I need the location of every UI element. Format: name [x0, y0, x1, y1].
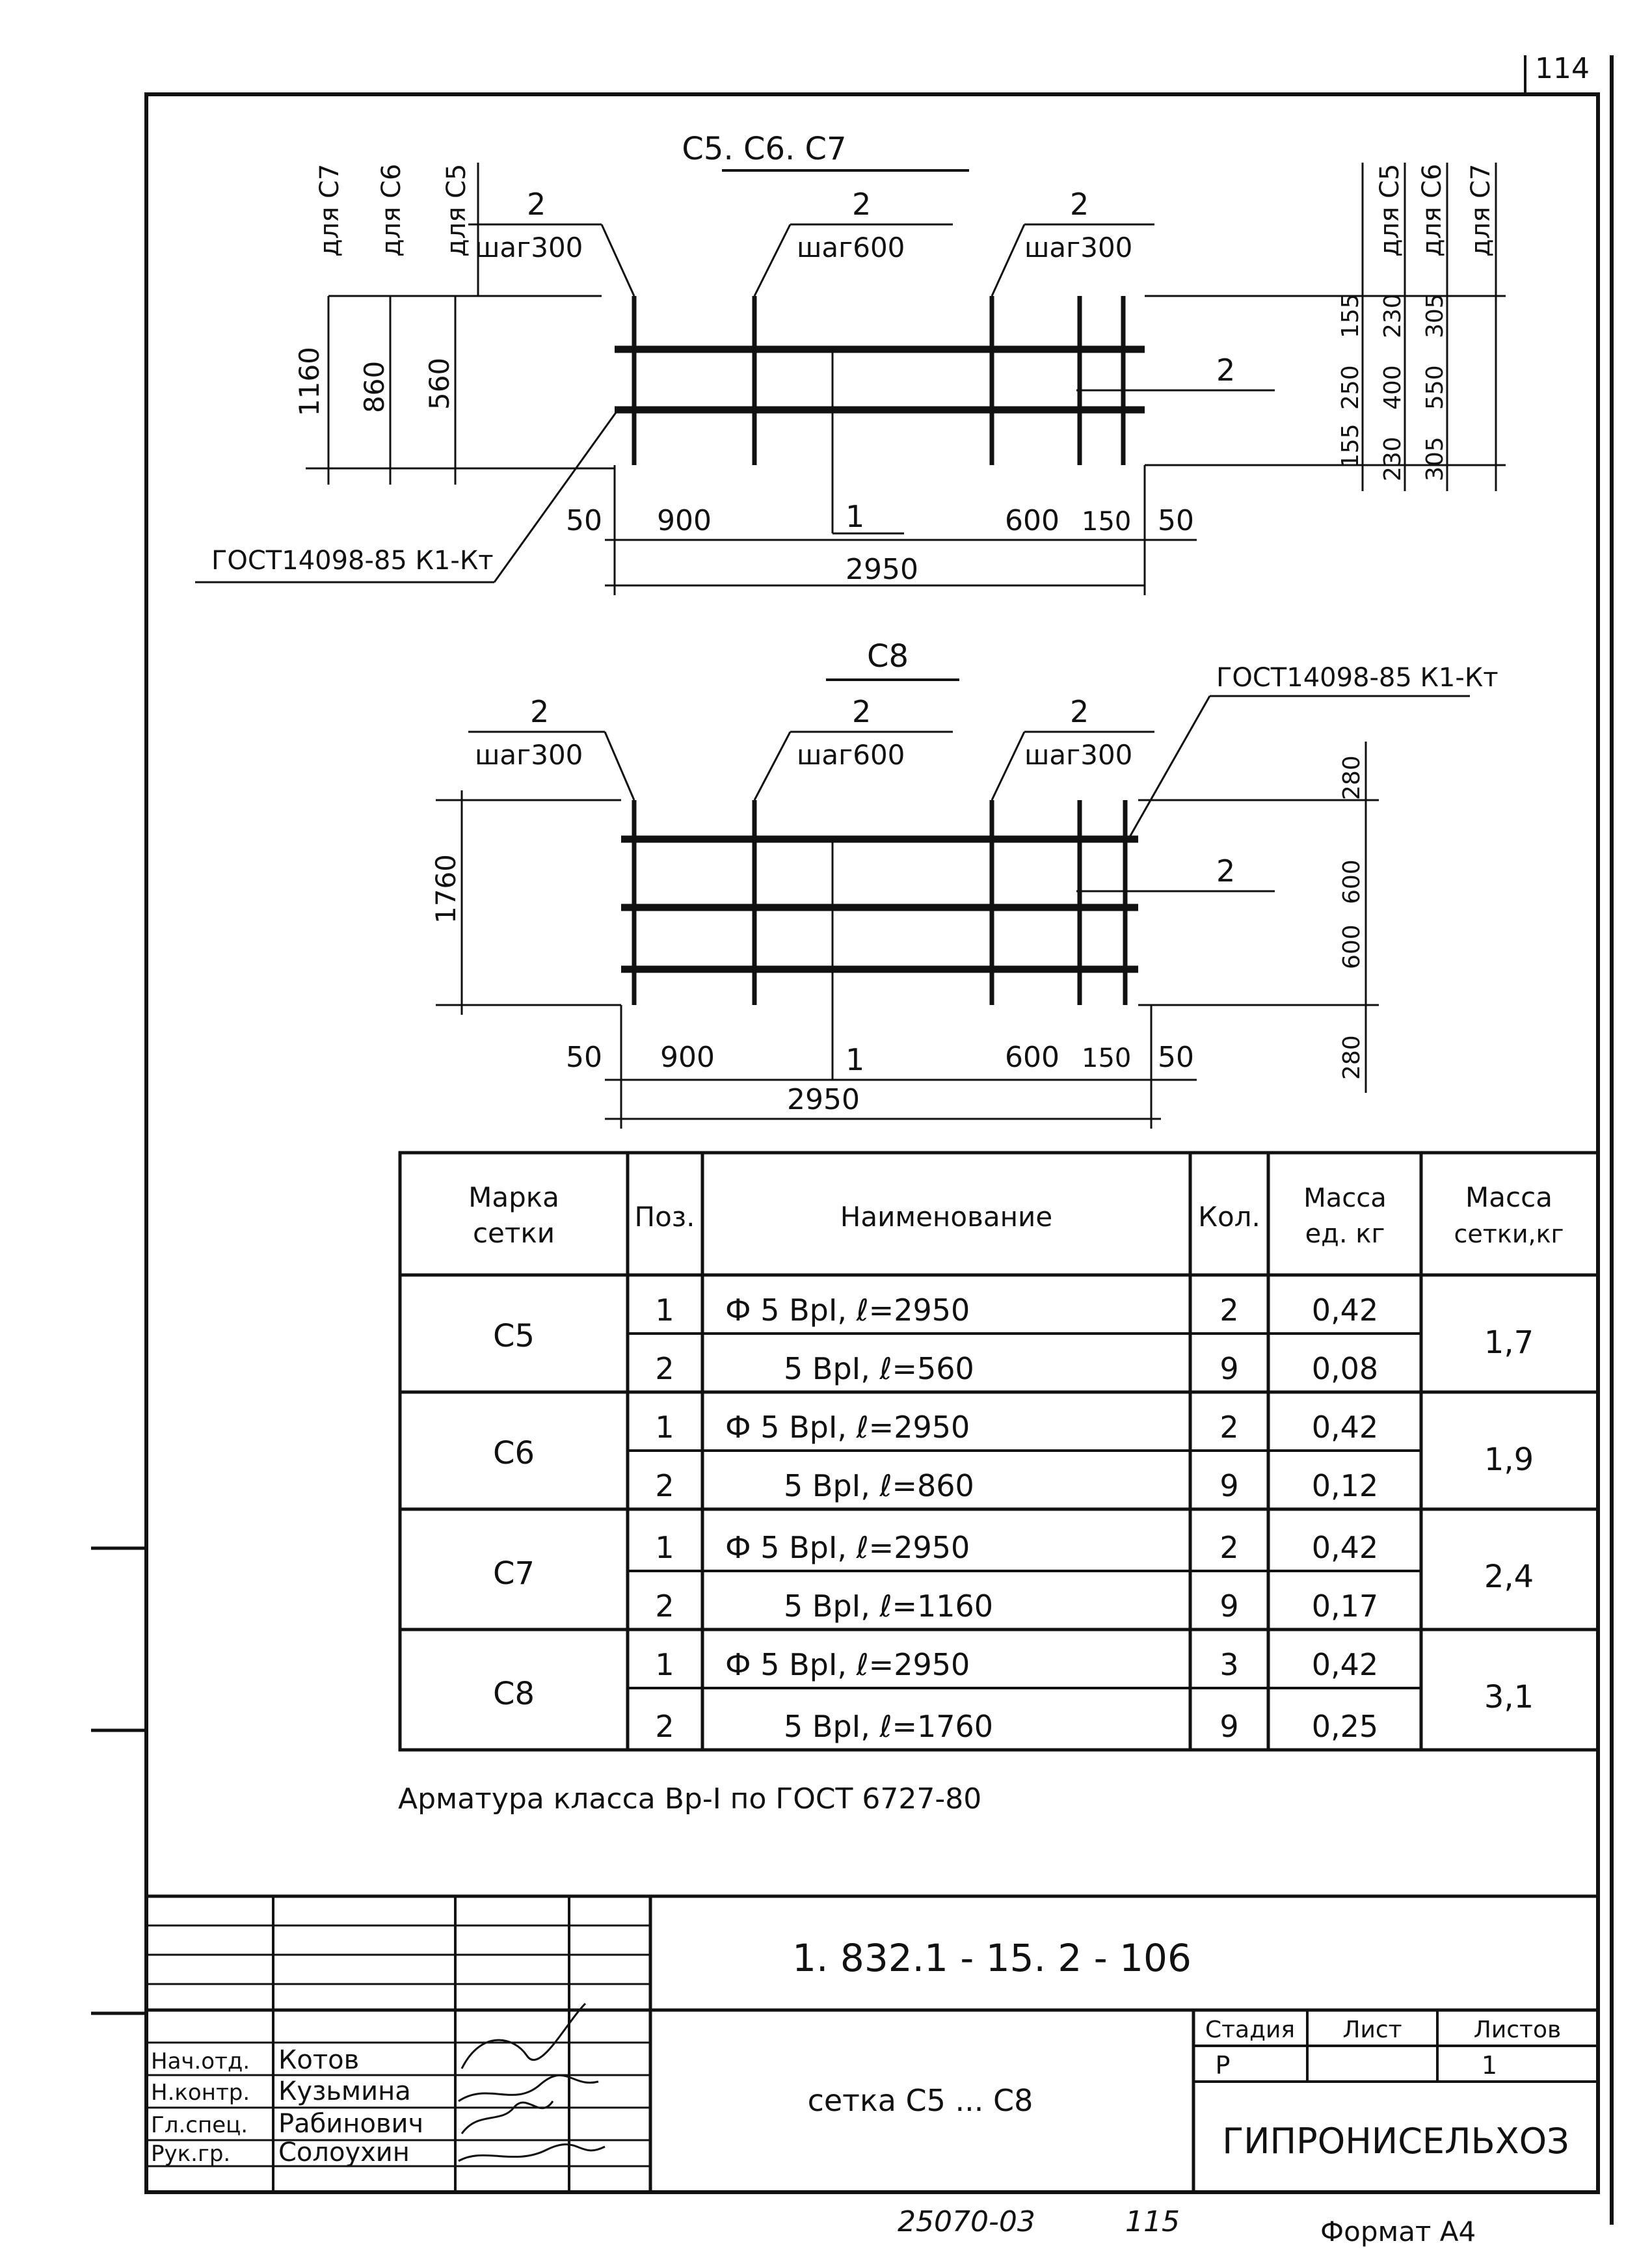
row-mass: 0,42	[1311, 1410, 1379, 1445]
for-c6-label: для С6	[377, 163, 406, 257]
signer-name: Солоухин	[278, 2138, 410, 2167]
dim-50: 50	[566, 1041, 602, 1074]
callout-num: 2	[1070, 187, 1089, 222]
row-mass: 0,12	[1311, 1468, 1379, 1503]
drawing-c8	[430, 638, 1499, 1129]
row-qty: 2	[1219, 1410, 1239, 1445]
row-name: 5 ВрI, ℓ=860	[784, 1468, 974, 1503]
dim-900: 900	[657, 504, 712, 537]
sheets-header: Листов	[1473, 2017, 1562, 2043]
row-name: 5 ВрI, ℓ=1760	[784, 1709, 994, 1744]
role-label: Нач.отд.	[151, 2048, 250, 2074]
page-number: 114	[1535, 52, 1590, 85]
stage-value: Р	[1215, 2051, 1231, 2080]
title-block	[146, 1896, 1598, 2192]
dim-280-bottom: 280	[1339, 1035, 1365, 1080]
callout-step: шаг600	[797, 739, 905, 771]
row-pos: 2	[655, 1709, 674, 1744]
dim-c7-bottom: 305	[1422, 436, 1448, 481]
pos1-label: 1	[846, 1042, 865, 1077]
organization-name: ГИПРОНИСЕЛЬХОЗ	[1222, 2121, 1569, 2162]
for-c7-label: для С7	[315, 163, 345, 257]
header-mark-1: Марка	[468, 1181, 559, 1213]
dim-c5-top: 155	[1337, 293, 1364, 338]
header-name: Наименование	[840, 1201, 1053, 1233]
callout-step: шаг300	[475, 739, 583, 771]
header-mesh-mass-1: Масса	[1465, 1181, 1552, 1213]
row-qty: 2	[1219, 1530, 1239, 1565]
mesh-mass: 1,9	[1484, 1442, 1534, 1478]
header-mesh-mass-2: сетки,кг	[1454, 1220, 1564, 1248]
signature-scribble	[459, 2075, 598, 2101]
format-label: Формат А4	[1320, 2216, 1476, 2247]
page-reference: 115	[1125, 2205, 1180, 2238]
mesh-mass: 2,4	[1484, 1559, 1534, 1595]
row-name: 5 ВрI, ℓ=560	[784, 1351, 974, 1386]
dim-860: 860	[358, 360, 390, 413]
callout-step: шаг300	[1024, 232, 1133, 263]
gost-note: ГОСТ14098-85 К1-Кт	[211, 546, 494, 576]
dim-600: 600	[1005, 504, 1059, 537]
row-name: Ф 5 ВрI, ℓ=2950	[725, 1410, 970, 1445]
pos2-label: 2	[1216, 353, 1236, 388]
header-unit-mass-2: ед. кг	[1305, 1219, 1385, 1249]
dim-c6-top: 230	[1379, 293, 1406, 338]
header-qty: Кол.	[1198, 1201, 1260, 1233]
role-label: Рук.гр.	[151, 2141, 231, 2167]
row-pos: 2	[655, 1351, 674, 1386]
dim-600: 600	[1339, 859, 1365, 904]
for-c5-label: для С5	[442, 163, 472, 257]
signer-name: Рабинович	[278, 2109, 424, 2139]
specification-table	[400, 1153, 1598, 1750]
for-c6-label: для С6	[1417, 163, 1447, 257]
signature-scribble	[459, 2144, 605, 2161]
sheet-title: сетка С5 ... С8	[807, 2083, 1033, 2118]
dim-600: 600	[1005, 1041, 1059, 1074]
row-pos: 1	[655, 1647, 674, 1682]
row-mass: 0,17	[1311, 1589, 1379, 1624]
row-pos: 2	[655, 1468, 674, 1503]
drawing2-title: С8	[866, 638, 909, 675]
row-mass: 0,42	[1311, 1293, 1379, 1328]
dim-c5-bottom: 155	[1337, 423, 1364, 468]
header-mark-2: сетки	[472, 1217, 555, 1249]
row-name: Ф 5 ВрI, ℓ=2950	[725, 1530, 970, 1565]
mesh-mass: 1,7	[1484, 1324, 1534, 1361]
row-qty: 9	[1219, 1351, 1239, 1386]
callout-step: шаг600	[797, 232, 905, 263]
row-name: Ф 5 ВрI, ℓ=2950	[725, 1647, 970, 1682]
dim-c7-mid: 550	[1422, 365, 1448, 410]
dim-50: 50	[566, 504, 602, 537]
drawing-c5-c6-c7	[195, 131, 1506, 595]
row-name: 5 ВрI, ℓ=1160	[784, 1589, 994, 1624]
dim-c6-bottom: 230	[1379, 436, 1406, 481]
dim-1760: 1760	[430, 854, 462, 924]
header-unit-mass-1: Масса	[1303, 1183, 1387, 1213]
row-pos: 2	[655, 1589, 674, 1624]
for-c7-label: для С7	[1466, 163, 1496, 257]
drawing1-title: С5. С6. С7	[682, 131, 847, 167]
for-c5-label: для С5	[1375, 163, 1405, 257]
header-pos: Поз.	[634, 1201, 695, 1233]
dim-280-top: 280	[1339, 755, 1365, 800]
dim-2950: 2950	[846, 553, 918, 586]
signer-name: Кузьмина	[278, 2076, 411, 2106]
pos1-label: 1	[846, 499, 865, 534]
callout-num: 2	[852, 694, 872, 729]
dim-c6-mid: 400	[1379, 365, 1406, 410]
callout-num: 2	[527, 187, 546, 222]
row-pos: 1	[655, 1530, 674, 1565]
callout-num: 2	[1070, 694, 1089, 729]
mesh-mark: С8	[492, 1676, 535, 1712]
document-code: 1. 832.1 - 15. 2 - 106	[792, 1936, 1192, 1980]
dim-c5-mid: 250	[1337, 365, 1364, 410]
dim-50: 50	[1158, 1041, 1194, 1074]
row-mass: 0,42	[1311, 1530, 1379, 1565]
dim-900: 900	[660, 1041, 715, 1074]
dim-600: 600	[1339, 924, 1365, 969]
dim-150: 150	[1082, 507, 1132, 537]
dim-50: 50	[1158, 504, 1194, 537]
dim-2950: 2950	[787, 1083, 860, 1116]
dim-560: 560	[423, 357, 455, 410]
row-pos: 1	[655, 1410, 674, 1445]
dim-c7-top: 305	[1422, 293, 1448, 338]
callout-step: шаг300	[475, 232, 583, 263]
row-qty: 3	[1219, 1647, 1239, 1682]
row-qty: 9	[1219, 1468, 1239, 1503]
row-pos: 1	[655, 1293, 674, 1328]
row-qty: 2	[1219, 1293, 1239, 1328]
row-name: Ф 5 ВрI, ℓ=2950	[725, 1293, 970, 1328]
gost-note: ГОСТ14098-85 К1-Кт	[1216, 663, 1499, 693]
signature-scribble	[462, 2101, 553, 2134]
signature-scribble	[462, 2004, 585, 2069]
row-mass: 0,08	[1311, 1351, 1379, 1386]
mesh-mark: С6	[492, 1435, 535, 1471]
row-qty: 9	[1219, 1709, 1239, 1744]
mesh-mark: С5	[492, 1318, 535, 1354]
mesh-mark: С7	[492, 1555, 535, 1592]
row-mass: 0,42	[1311, 1647, 1379, 1682]
dim-150: 150	[1082, 1043, 1132, 1073]
dim-1160: 1160	[293, 347, 325, 416]
mesh-mass: 3,1	[1484, 1679, 1534, 1715]
callout-step: шаг300	[1024, 739, 1133, 771]
row-mass: 0,25	[1311, 1709, 1379, 1744]
inventory-number: 25070-03	[898, 2205, 1035, 2238]
pos2-label: 2	[1216, 853, 1236, 889]
sheet-header: Лист	[1342, 2017, 1402, 2043]
role-label: Гл.спец.	[151, 2112, 248, 2138]
callout-num: 2	[852, 187, 872, 222]
stage-header: Стадия	[1205, 2017, 1296, 2043]
role-label: Н.контр.	[151, 2080, 250, 2106]
row-qty: 9	[1219, 1589, 1239, 1624]
callout-num: 2	[530, 694, 550, 729]
sheets-value: 1	[1481, 2051, 1498, 2080]
signer-name: Котов	[278, 2045, 360, 2075]
reinforcement-note: Арматура класса Вр-I по ГОСТ 6727-80	[398, 1782, 982, 1816]
